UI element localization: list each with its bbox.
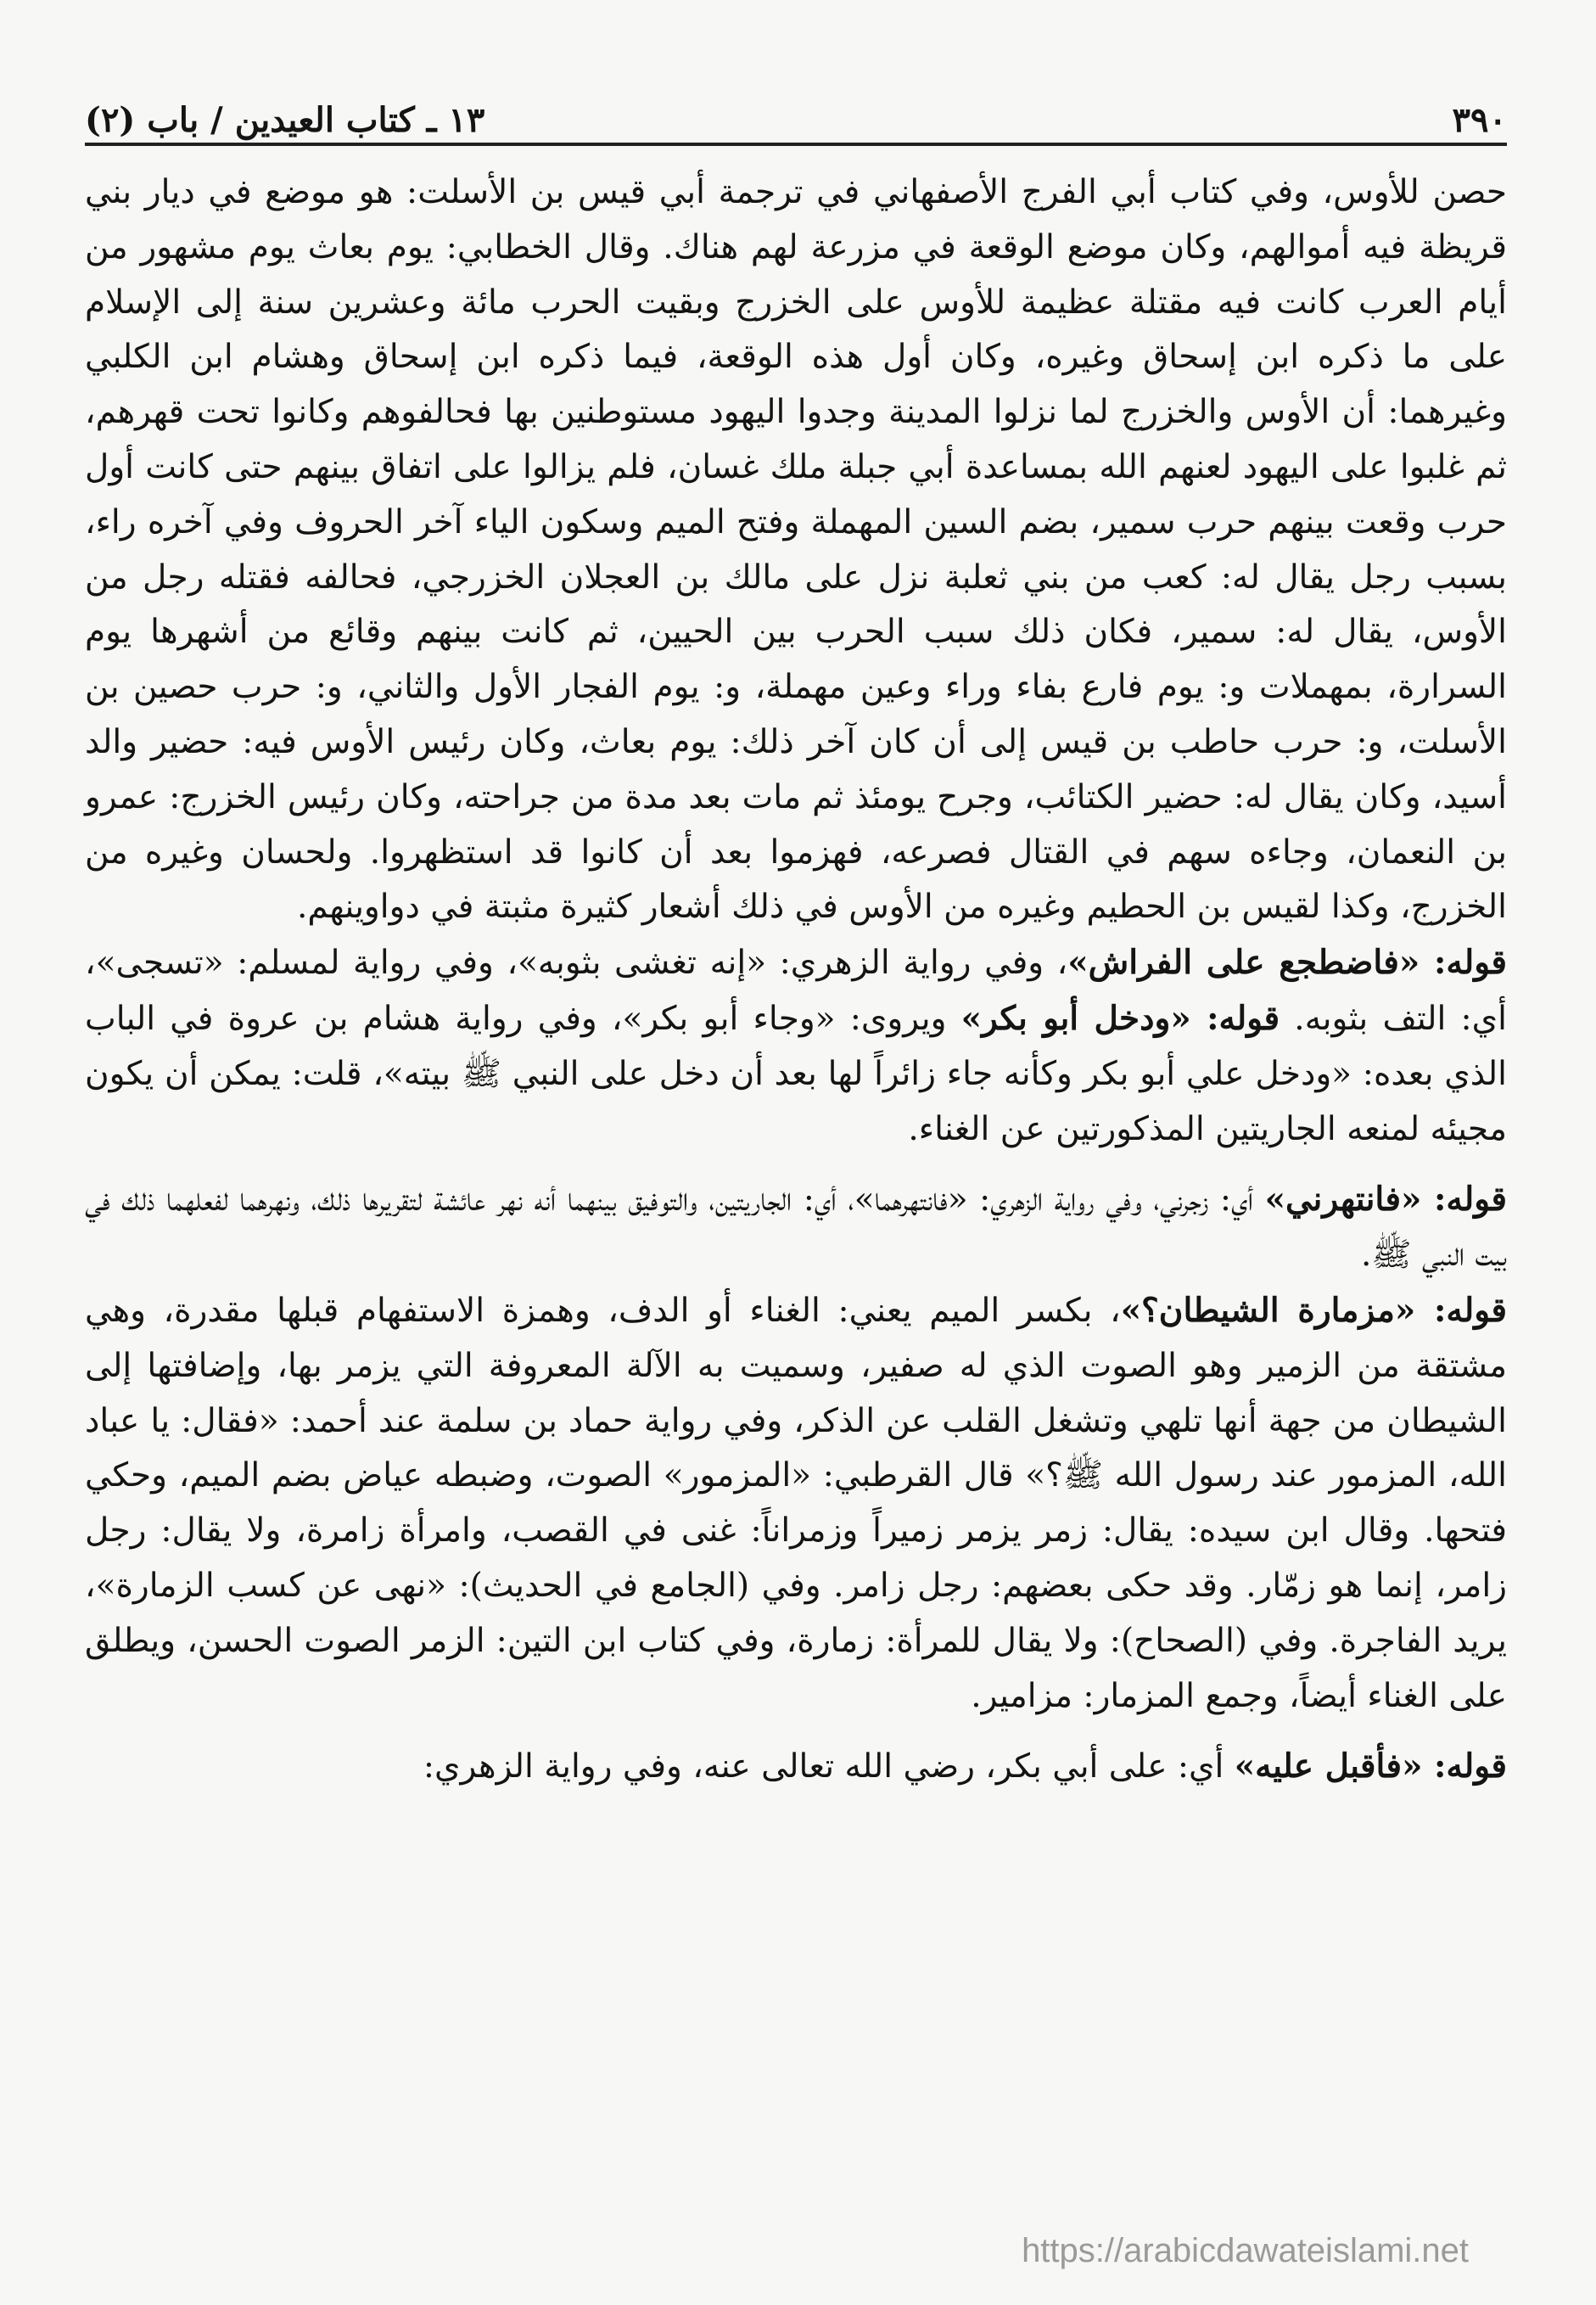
header-divider (85, 143, 1507, 146)
page-header (85, 81, 1507, 140)
commentary-keyword: قوله: «فاضطجع على الفراش» (1067, 943, 1507, 983)
paragraph-5 (85, 1739, 1507, 1795)
paragraph-3 (85, 1172, 1507, 1283)
paragraph-2 (85, 935, 1507, 1157)
page-body (85, 165, 1507, 1795)
commentary-keyword: قوله: «ودخل أبو بكر» (960, 998, 1280, 1038)
commentary-keyword: قوله: «فأقبل عليه» (1234, 1747, 1507, 1786)
commentary-keyword: قوله: «مزمارة الشيطان؟» (1120, 1290, 1507, 1330)
paragraph-2-text-cont: ويروى: «وجاء أبو بكر»، وفي رواية هشام بن عروة في الباب الذي بعده: «ودخل علي أبو بكر وكأنه جاء زائراً لها بعد أن دخل على النبي ﷺ بيته»، قلت: يمكن أن يكون مجيئه لمنعه الجاريتين المذكورتين عن الغناء. (85, 999, 1507, 1148)
chapter-title: ١٣ ـ كتاب العيدين / باب (٢) (85, 100, 485, 140)
paragraph-4-text: ، بكسر الميم يعني: الغناء أو الدف، وهمزة الاستفهام قبلها مقدرة، وهي مشتقة من الزمير وهو الصوت الذي له صفير، وسميت به الآلة المعروفة التي يزمر بها، وإضافتها إلى الشيطان من جهة أنها تلهي وتشغل القلب عن الذكر، وفي رواية حماد بن سلمة عند أحمد: «فقال: يا عباد الله، المزمور عند رسول الله ﷺ؟» قال القرطبي: «المزمور» الصوت، وضبطه عياض بضم الميم، وحكي فتحها. وقال ابن سيده: يقال: زمر يزمر زميراً وزمراناً: غنى في القصب، وامرأة زامرة، ولا يقال: رجل زامر، إنما هو زمّار. وقد حكى بعضهم: رجل زامر. وفي (الجامع في الحديث): «نهى عن كسب الزمارة»، يريد الفاجرة. وفي (الصحاح): ولا يقال للمرأة: زمارة، وفي كتاب ابن التين: الزمر الصوت الحسن، ويطلق على الغناء أيضاً، وجمع المزمار: مزامير. (85, 1291, 1507, 1715)
paragraph-5-text: أي: على أبي بكر، رضي الله تعالى عنه، وفي رواية الزهري: (423, 1747, 1235, 1786)
paragraph-1 (85, 165, 1507, 935)
paragraph-4 (85, 1283, 1507, 1724)
commentary-keyword: قوله: «فانتهرني» (1264, 1180, 1507, 1220)
source-watermark: https://arabicdawateislami.net (1022, 2232, 1469, 2269)
paragraph-2-text: ، وفي رواية الزهري: «إنه تغشى بثوبه»، وفي رواية لمسلم: «تسجى»، أي: التف بثوبه. (85, 944, 1508, 1038)
paragraph-1-text: حصن للأوس، وفي كتاب أبي الفرج الأصفهاني في ترجمة أبي قيس بن الأسلت: هو موضع في ديار بني قريظة فيه أموالهم، وكان موضع الوقعة في مزرعة لهم هناك. وقال الخطابي: يوم بعاث يوم مشهور من أيام العرب كانت فيه مقتلة عظيمة للأوس على الخزرج وبقيت الحرب مائة وعشرين سنة إلى الإسلام على ما ذكره ابن إسحاق وغيره، وكان أول هذه الوقعة، فيما ذكره ابن إسحاق وهشام ابن الكلبي وغيرهما: أن الأوس والخزرج لما نزلوا المدينة وجدوا اليهود مستوطنين بها فحالفوهم وكانوا تحت قهرهم، ثم غلبوا على اليهود لعنهم الله بمساعدة أبي جبلة ملك غسان، فلم يزالوا على اتفاق بينهم حتى كانت أول حرب وقعت بينهم حرب سمير، بضم السين المهملة وفتح الميم وسكون الياء آخر الحروف وفي آخره راء، بسبب رجل يقال له: كعب من بني ثعلبة نزل على مالك بن العجلان الخزرجي، فحالفه فقتله رجل من الأوس، يقال له: سمير، فكان ذلك سبب الحرب بين الحيين، ثم كانت بينهم وقائع من أشهرها يوم السرارة، بمهملات و: يوم فارع بفاء وراء وعين مهملة، و: يوم الفجار الأول والثاني، و: حرب حصين بن الأسلت، و: حرب حاطب بن قيس إلى أن كان آخر ذلك: يوم بعاث، وكان رئيس الأوس فيه: حضير والد أسيد، وكان يقال له: حضير الكتائب، وجرح يومئذ ثم مات بعد مدة من جراحته، وكان رئيس الخزرج: عمرو بن النعمان، وجاءه سهم في القتال فصرعه، فهزموا بعد أن كانوا قد استظهروا. ولحسان وغيره من الخزرج، وكذا لقيس بن الحطيم وغيره من الأوس في ذلك أشعار كثيرة مثبتة في دواوينهم. (85, 173, 1507, 927)
page-number: ٣٩٠ (1452, 100, 1507, 140)
paragraph-3-text: أي: زجرني، وفي رواية الزهري: «فانتهرهما»، أي: الجاريتين، والتوفيق بينهما أنه نهر عائشة لتقريرها ذلك، ونهرهما لفعلهما ذلك في بيت النبي ﷺ. (85, 1181, 1507, 1275)
